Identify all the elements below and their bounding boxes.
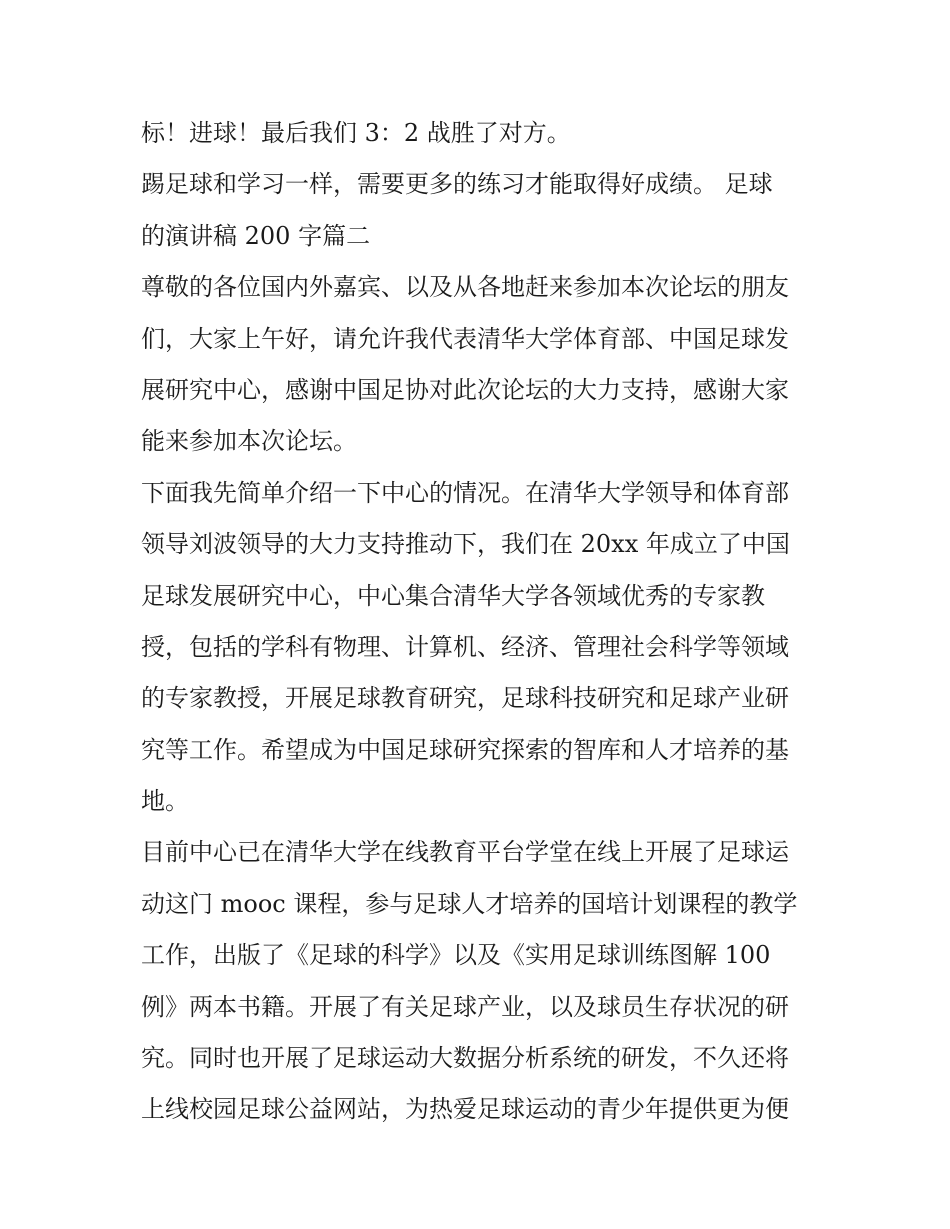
text-line: 工作，出版了《足球的科学》以及《实用足球训练图解 100: [141, 941, 771, 970]
text-line: 的演讲稿 200 字篇二: [141, 221, 371, 250]
text-line: 下面我先简单介绍一下中心的情况。在清华大学领导和体育部: [141, 478, 789, 507]
text-line: 标！进球！最后我们 3：2 战胜了对方。: [141, 119, 571, 147]
text-line: 的专家教授，开展足球教育研究，足球科技研究和足球产业研: [141, 684, 789, 713]
text-line: 尊敬的各位国内外嘉宾、以及从各地赶来参加本次论坛的朋友: [141, 273, 789, 302]
document-body: [141, 108, 821, 1136]
text-line: 领导刘波领导的大力支持推动下，我们在 20xx 年成立了中国: [141, 530, 790, 559]
text-line: 展研究中心，感谢中国足协对此次论坛的大力支持，感谢大家: [141, 375, 789, 404]
text-line: 例》两本书籍。开展了有关足球产业，以及球员生存状况的研: [141, 992, 789, 1021]
text-line: 授，包括的学科有物理、计算机、经济、管理社会科学等领域: [141, 632, 789, 661]
text-line: 目前中心已在清华大学在线教育平台学堂在线上开展了足球运: [141, 838, 789, 867]
text-line: 究。同时也开展了足球运动大数据分析系统的研发，不久还将: [141, 1044, 789, 1073]
text-line: 地。: [141, 787, 189, 816]
text-line: 动这门 mooc 课程，参与足球人才培养的国培计划课程的教学: [141, 889, 798, 918]
text-line: 上线校园足球公益网站，为热爱足球运动的青少年提供更为便: [141, 1095, 789, 1124]
text-line: 们，大家上午好，请允许我代表清华大学体育部、中国足球发: [141, 324, 789, 353]
text-line: 踢足球和学习一样，需要更多的练习才能取得好成绩。 足球: [141, 170, 773, 199]
text-line: 足球发展研究中心，中心集合清华大学各领域优秀的专家教: [141, 581, 765, 610]
text-line: 究等工作。希望成为中国足球研究探索的智库和人才培养的基: [141, 735, 789, 764]
text-line: 能来参加本次论坛。: [141, 427, 357, 456]
